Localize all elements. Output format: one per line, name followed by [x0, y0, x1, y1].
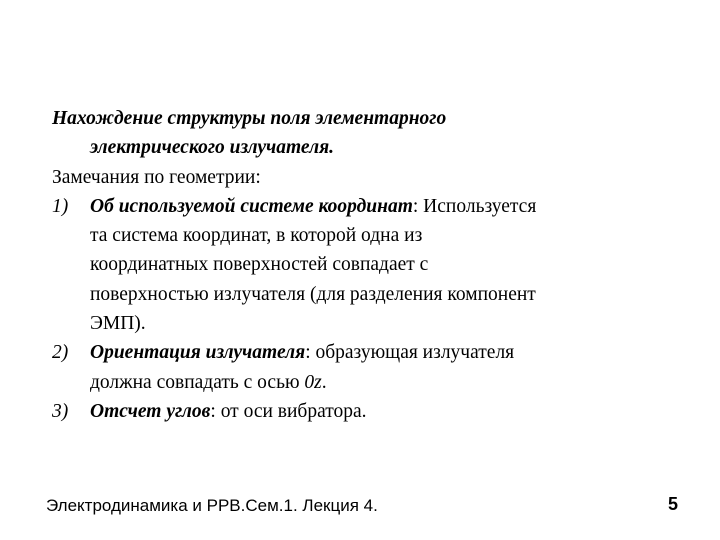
list-item-3 [52, 397, 692, 426]
axis-label: 0z [304, 371, 322, 393]
list-number: 2) [52, 342, 69, 364]
list-separator: : [305, 342, 311, 364]
list-text: ЭМП). [90, 313, 146, 335]
footer-text: Электродинамика и РРВ.Сем.1. Лекция 4. [46, 496, 378, 515]
list-text: образующая излучателя [310, 342, 515, 364]
list-text: поверхностью излучателя (для разделения компонент [90, 283, 536, 305]
list-text: должна совпадать с осью [90, 371, 305, 393]
list-term: Ориентация излучателя [90, 342, 306, 364]
list-separator: : [210, 400, 216, 422]
list-text: . [321, 371, 327, 393]
list-number: 1) [52, 195, 69, 217]
list-text: Используется [418, 195, 537, 217]
list-text: та система координат, в которой одна из [90, 225, 423, 247]
list-text: от оси вибратора. [215, 400, 367, 422]
list-number: 3) [52, 400, 69, 422]
slide-title-line-2: электрического излучателя. [90, 137, 335, 159]
list-text: координатных поверхностей совпадает с [90, 254, 429, 276]
list-item-1 [52, 192, 692, 338]
subheading: Замечания по геометрии: [52, 166, 261, 188]
slide-title-line-1: Нахождение структуры поля элементарного [52, 108, 447, 129]
slide-body [52, 104, 692, 426]
list-term: Отсчет углов [90, 400, 211, 422]
list-term: Об используемой системе координат [90, 195, 413, 217]
list-item-2 [52, 338, 692, 397]
list-separator: : [412, 195, 419, 217]
page-number: 5 [667, 494, 678, 514]
